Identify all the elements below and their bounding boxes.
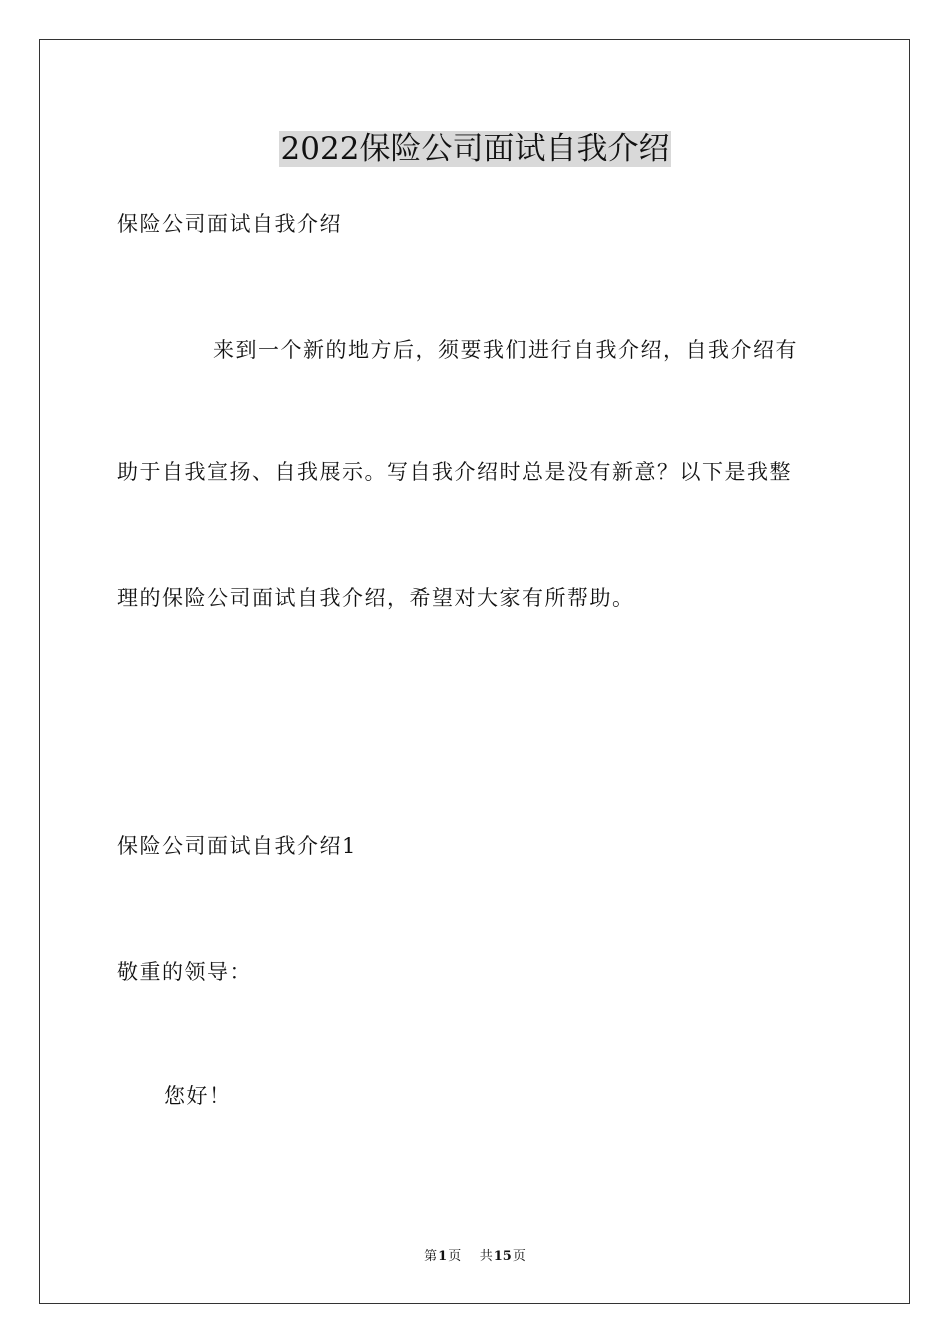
- total-prefix: 共: [479, 1249, 493, 1264]
- page-suffix: 页: [448, 1249, 462, 1264]
- intro-line-3: 理的保险公司面试自我介绍，希望对大家有所帮助。: [117, 586, 635, 610]
- document-title: [0, 128, 950, 170]
- intro-line-2: 助于自我宣扬、自我展示。写自我介绍时总是没有新意？以下是我整: [117, 460, 792, 484]
- document-title-text: 2022保险公司面试自我介绍: [280, 131, 670, 167]
- section-heading: 保险公司面试自我介绍1: [117, 834, 357, 858]
- page-number: 1: [438, 1249, 448, 1264]
- document-subtitle: 保险公司面试自我介绍: [117, 212, 342, 236]
- greeting: 您好！: [164, 1084, 232, 1108]
- total-pages: 15: [493, 1249, 512, 1264]
- intro-line-1: 来到一个新的地方后，须要我们进行自我介绍，自我介绍有: [213, 338, 798, 362]
- salutation: 敬重的领导：: [117, 960, 252, 984]
- page-prefix: 第: [424, 1249, 438, 1264]
- page-footer: [0, 1248, 950, 1266]
- total-suffix: 页: [512, 1249, 526, 1264]
